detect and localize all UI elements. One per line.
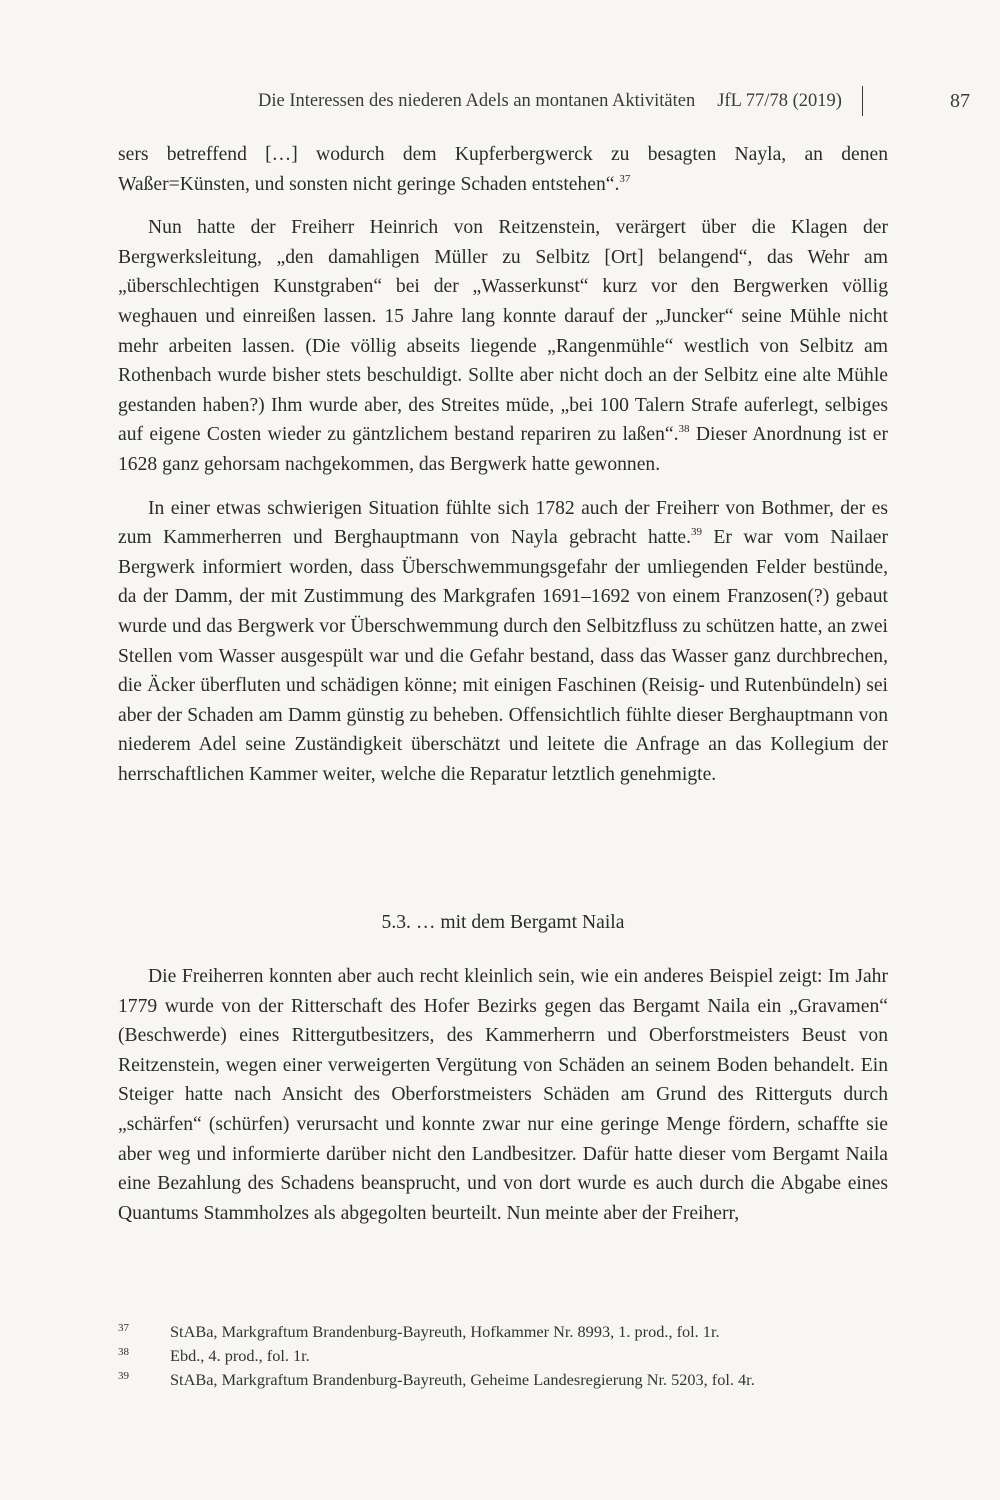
- paragraph-1-text: sers betreffend […] wodurch dem Kupferbergwerck zu besagten Nayla, an denen Waßer=Künsten, und sonsten nicht geringe Schaden entstehen“.: [118, 144, 888, 195]
- footnote-text: StABa, Markgraftum Brandenburg-Bayreuth, Geheime Landesregierung Nr. 5203, fol. 4r.: [170, 1370, 755, 1389]
- footnote-39: [118, 1368, 898, 1392]
- paragraph-2-text-a: Nun hatte der Freiherr Heinrich von Reitzenstein, verärgert über die Klagen der Bergwerksleitung, „den damahligen Müller zu Selbitz [Ort] belangend“, das Wehr am „überschlechtigen Kunstgraben“ bei der „Wasserkunst“ kurz vor den Bergwerken völlig weghauen und einreißen lassen. 15 Jahre lang konnte darauf der „Juncker“ seine Mühle nicht mehr arbeiten lassen. (Die völlig abseits liegende „Rangenmühle“ westlich von Selbitz am Rothenbach wurde bisher stets beschuldigt. Sollte aber nicht doch an der Selbitz eine alte Mühle gestanden haben?) Ihm wurde aber, des Streites müde, „bei 100 Talern Strafe auferlegt, selbiges auf eigene Costen wieder zu gäntzlichem bestand repariren zu laßen“.: [118, 217, 888, 446]
- footnote-ref-38: 38: [678, 423, 690, 436]
- footnote-number: 37: [118, 1322, 129, 1334]
- body-text-top: [118, 140, 888, 789]
- footnote-text: StABa, Markgraftum Brandenburg-Bayreuth, Hofkammer Nr. 8993, 1. prod., fol. 1r.: [170, 1322, 720, 1341]
- section-heading: 5.3. … mit dem Bergamt Naila: [381, 912, 625, 933]
- paragraph-3: [118, 494, 888, 790]
- paragraph-1: [118, 140, 888, 199]
- footnote-text: Ebd., 4. prod., fol. 1r.: [170, 1346, 310, 1365]
- body-text-bottom: [118, 962, 888, 1228]
- paragraph-2: [118, 213, 888, 479]
- footnote-ref-37: 37: [619, 172, 631, 185]
- footnote-38: [118, 1344, 898, 1368]
- footnote-37: [118, 1320, 898, 1344]
- header-divider: [862, 86, 864, 116]
- running-title: Die Interessen des niederen Adels an montanen Aktivitäten: [258, 90, 696, 111]
- page-number: 87: [950, 89, 970, 112]
- paragraph-2-text-b: Dieser Anordnung ist er 1628 ganz gehorsam nachgekommen, das Bergwerk hatte gewonnen.: [118, 424, 888, 475]
- footnotes: [118, 1320, 898, 1392]
- footnote-ref-39: 39: [691, 526, 702, 539]
- paragraph-3-text-a: In einer etwas schwierigen Situation fühlte sich 1782 auch der Freiherr von Bothmer, der es zum Kammerherren und Berghauptmann von Nayla gebracht hatte.: [118, 497, 888, 549]
- journal-reference: JfL 77/78 (2019): [717, 90, 842, 111]
- running-head: [258, 84, 970, 118]
- footnote-number: 39: [118, 1370, 129, 1382]
- paragraph-4: Die Freiherren konnten aber auch recht kleinlich sein, wie ein anderes Beispiel zeigt: Im Jahr 1779 wurde von der Ritterschaft des Hofer Bezirks gegen das Bergamt Naila ein „Gravamen“ (Beschwerde) eines Rittergutbesitzers, des Kammerherrn und Oberforstmeisters Beust von Reitzenstein, wegen einer verweigerten Vergütung von Schäden an seinem Boden behandelt. Ein Steiger hatte nach Ansicht des Oberforstmeisters Schäden am Grund des Ritterguts durch „schärfen“ (schürfen) verursacht und konnte zwar nur eine geringe Menge fördern, schaffte sie aber weg und informierte darüber nicht den Landbesitzer. Dafür hatte dieser vom Bergamt Naila eine Bezahlung des Schadens beansprucht, und von dort wurde es auch durch die Abgabe eines Quantums Stammholzes als abgegolten beurteilt. Nun meinte aber der Freiherr,: [118, 966, 888, 1224]
- footnote-number: 38: [118, 1346, 129, 1358]
- paragraph-3-text-b: Er war vom Nailaer Bergwerk informiert worden, dass Überschwemmungsgefahr der umliegenden Felder bestünde, da der Damm, der mit Zustimmung des Markgrafen 1691–1692 von einem Franzosen(?) gebaut wurde und das Bergwerk vor Überschwemmung durch den Selbitzfluss zu schützen hatte, an zwei Stellen vom Wasser ausgespült war und die Gefahr bestand, dass das Wasser ganz durchbrechen, die Äcker überfluten und schädigen könne; mit einigen Faschinen (Reisig- und Rutenbündeln) sei aber der Schaden am Damm günstig zu beheben. Offensichtlich fühlte dieser Berghauptmann von niederem Adel seine Zuständigkeit überschätzt und leitete die Anfrage an das Kollegium der herrschaftlichen Kammer weiter, welche die Reparatur letztlich genehmigte.: [118, 527, 888, 785]
